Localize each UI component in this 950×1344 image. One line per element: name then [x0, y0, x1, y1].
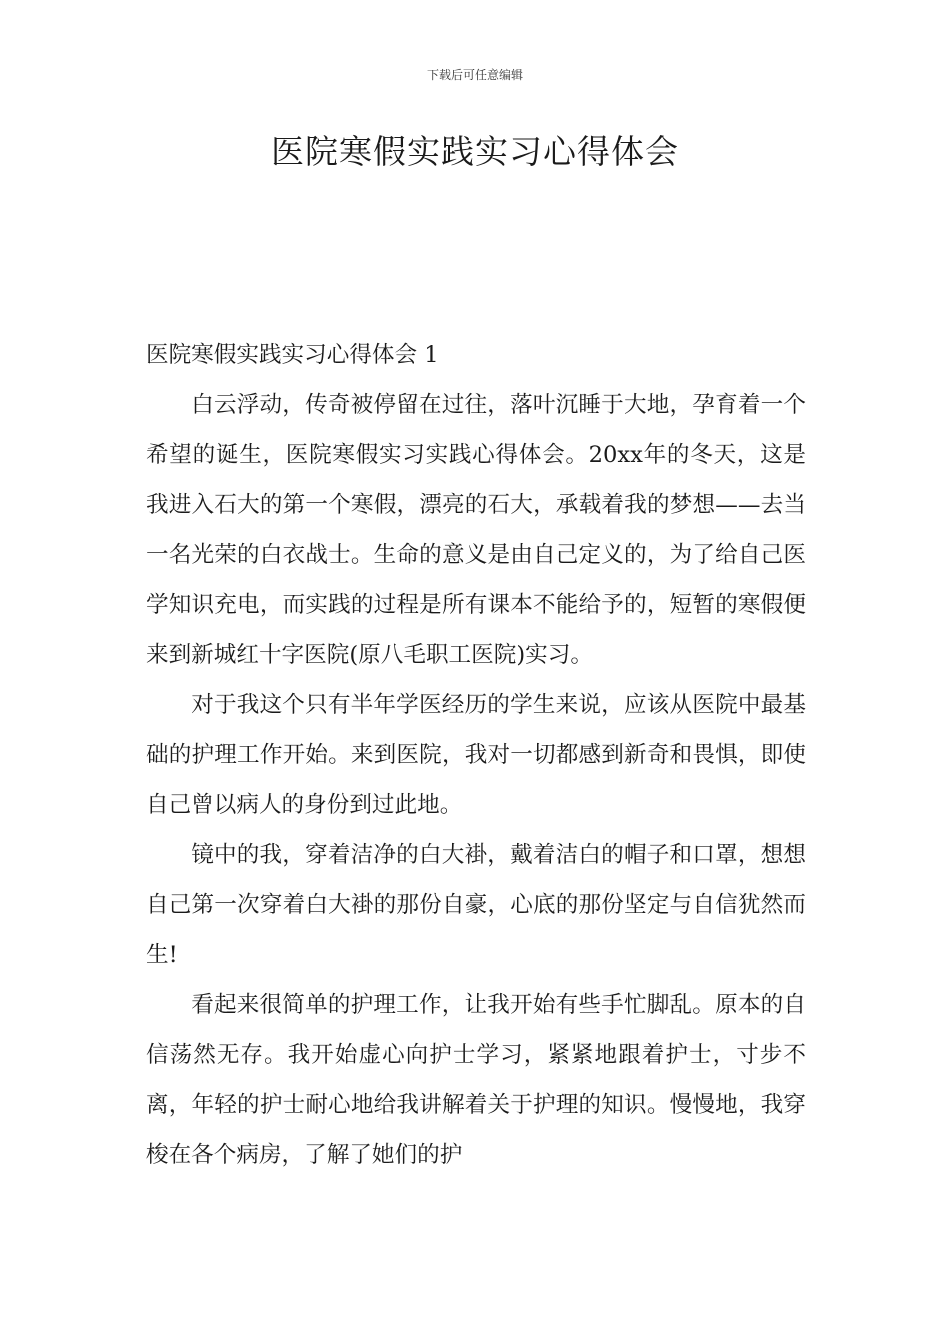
section-heading: 医院寒假实践实习心得体会 1: [146, 342, 439, 368]
paragraph: 对于我这个只有半年学医经历的学生来说，应该从医院中最基础的护理工作开始。来到医院，我对一切都感到新奇和畏惧，即使自己曾以病人的身份到过此地。: [146, 692, 806, 818]
document-title: 医院寒假实践实习心得体会: [271, 132, 679, 171]
paragraph: 白云浮动，传奇被停留在过往，落叶沉睡于大地，孕育着一个希望的诞生，医院寒假实习实践心得体会。20xx年的冬天，这是我进入石大的第一个寒假，漂亮的石大，承载着我的梦想——去当一名光荣的白衣战士。生命的意义是由自己定义的，为了给自己医学知识充电，而实践的过程是所有课本不能给予的，短暂的寒假便来到新城红十字医院(原八毛职工医院)实习。: [146, 392, 806, 668]
paragraph: 看起来很简单的护理工作，让我开始有些手忙脚乱。原本的自信荡然无存。我开始虚心向护士学习，紧紧地跟着护士，寸步不离，年轻的护士耐心地给我讲解着关于护理的知识。慢慢地，我穿梭在各个病房，了解了她们的护: [146, 992, 806, 1168]
paragraph: 镜中的我，穿着洁净的白大褂，戴着洁白的帽子和口罩，想想自己第一次穿着白大褂的那份自豪，心底的那份坚定与自信犹然而生!: [146, 842, 806, 968]
document-body: [146, 330, 806, 1180]
header-note: 下载后可任意编辑: [426, 68, 523, 82]
